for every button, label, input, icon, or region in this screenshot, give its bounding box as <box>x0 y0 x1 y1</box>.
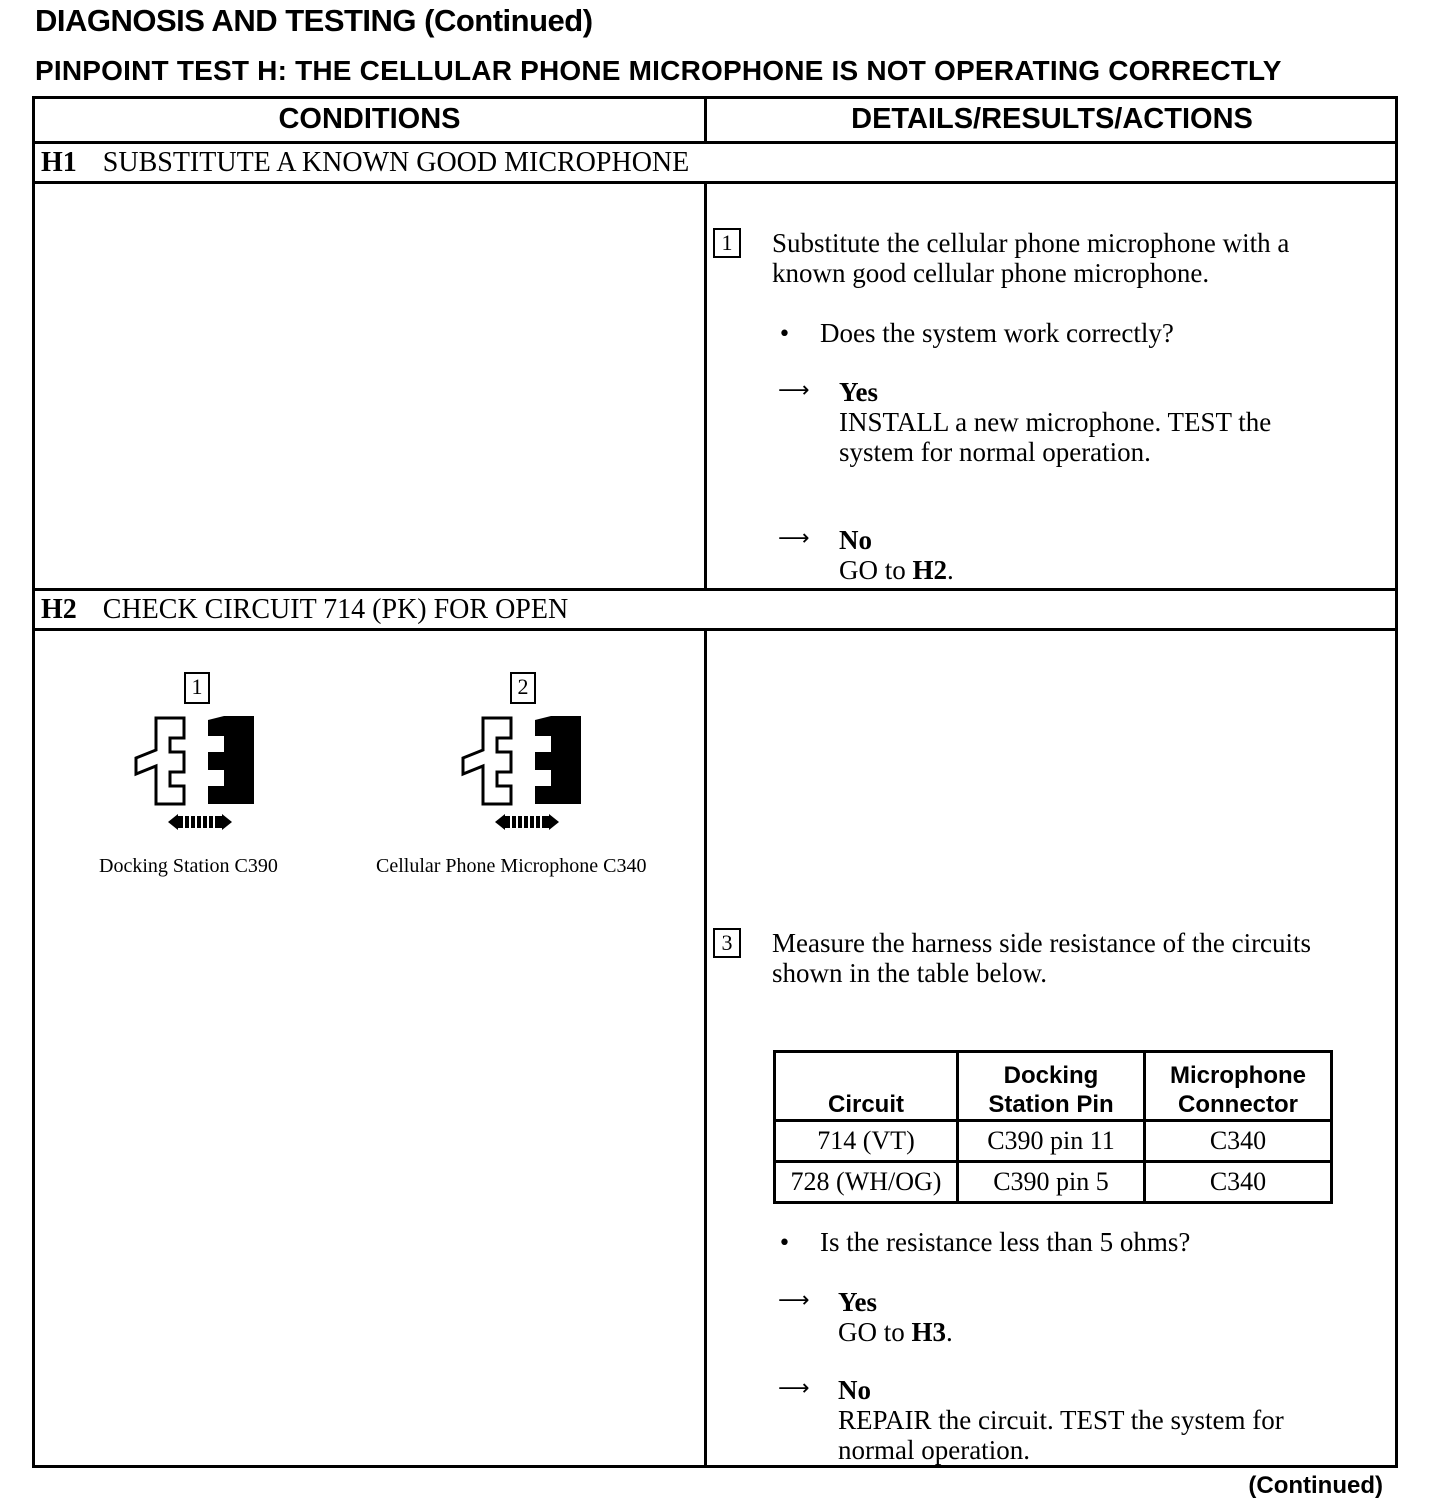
h2-yes-result <box>838 1287 953 1347</box>
table-cell: 728 (WH/OG) <box>775 1162 958 1203</box>
h1-no-label: No <box>839 525 872 555</box>
step-number-1: 1 <box>713 228 741 258</box>
continued-label: (Continued) <box>1248 1472 1383 1499</box>
table-row <box>775 1121 1332 1162</box>
divider <box>35 141 1395 144</box>
h2-no-line2: normal operation. <box>838 1435 1030 1465</box>
h2-yes-action-target: H3 <box>911 1317 947 1347</box>
h1-step-line1: Substitute the cellular phone microphone with a <box>772 228 1290 258</box>
resistance-table <box>773 1050 1333 1204</box>
table-cell: C340 <box>1145 1162 1332 1203</box>
section-title-h2 <box>41 594 568 626</box>
section-title-h1 <box>41 147 689 179</box>
connector-number-2: 2 <box>510 672 536 704</box>
h1-yes-result <box>839 377 1271 467</box>
divider <box>704 99 707 141</box>
table-header-circuit-line2: Circuit <box>827 1091 904 1118</box>
table-cell: C390 pin 11 <box>958 1121 1145 1162</box>
h1-question: Does the system work correctly? <box>820 318 1174 348</box>
divider <box>35 628 1395 631</box>
h1-yes-label: Yes <box>839 377 878 407</box>
section-title-h2-text: CHECK CIRCUIT 714 (PK) FOR OPEN <box>102 594 569 625</box>
right-arrow-icon: ⟶ <box>778 526 810 551</box>
h2-yes-action-prefix: GO to <box>838 1317 912 1347</box>
h2-no-line1: REPAIR the circuit. TEST the system for <box>838 1405 1284 1435</box>
table-header-mic-line1: Microphone <box>1170 1062 1306 1089</box>
h1-step-line2: known good cellular phone microphone. <box>772 258 1210 288</box>
divider <box>35 181 1395 184</box>
pinpoint-test-title: PINPOINT TEST H: THE CELLULAR PHONE MICROPHONE IS NOT OPERATING CORRECTLY <box>35 55 1282 86</box>
h2-yes-action <box>838 1317 953 1347</box>
h2-no-result <box>838 1375 1284 1465</box>
table-header-docking-pin <box>958 1052 1145 1121</box>
right-arrow-icon: ⟶ <box>778 1288 810 1313</box>
connector-disconnect-icon <box>128 712 268 838</box>
table-row <box>775 1162 1332 1203</box>
divider <box>704 181 707 588</box>
step-number-3: 3 <box>713 928 741 958</box>
section-code-h1: H1 <box>41 147 77 178</box>
h2-yes-action-suffix: . <box>946 1317 953 1347</box>
h1-no-action-prefix: GO to <box>839 555 913 585</box>
divider <box>35 588 1395 591</box>
section-code-h2: H2 <box>41 594 77 625</box>
h2-step-line1: Measure the harness side resistance of the circuits <box>772 928 1312 958</box>
h2-question: Is the resistance less than 5 ohms? <box>820 1227 1191 1257</box>
h1-no-action-suffix: . <box>947 555 954 585</box>
table-header-mic-line2: Connector <box>1178 1091 1298 1118</box>
table-header-mic-connector <box>1145 1052 1332 1121</box>
table-cell: 714 (VT) <box>775 1121 958 1162</box>
h1-no-result <box>839 525 954 585</box>
right-arrow-icon: ⟶ <box>778 378 810 403</box>
divider <box>704 628 707 1468</box>
right-arrow-icon: ⟶ <box>778 1376 810 1401</box>
h2-no-label: No <box>838 1375 871 1405</box>
table-header-circuit <box>775 1052 958 1121</box>
connector-number-1: 1 <box>184 672 210 704</box>
table-cell: C390 pin 5 <box>958 1162 1145 1203</box>
bullet-icon: • <box>778 1231 791 1256</box>
bullet-icon: • <box>778 322 791 347</box>
h2-step-text <box>772 928 1311 988</box>
column-header-details: DETAILS/RESULTS/ACTIONS <box>851 103 1253 135</box>
table-header-docking-line2: Station Pin <box>988 1091 1114 1118</box>
page-title: DIAGNOSIS AND TESTING (Continued) <box>35 3 593 38</box>
h1-yes-line2: system for normal operation. <box>839 437 1151 467</box>
table-header-row <box>775 1052 1332 1121</box>
column-header-conditions: CONDITIONS <box>278 103 461 135</box>
connector-disconnect-icon <box>455 712 595 838</box>
h1-step-text <box>772 228 1289 288</box>
connector-caption-2: Cellular Phone Microphone C340 <box>376 855 647 877</box>
h2-step-line2: shown in the table below. <box>772 958 1047 988</box>
section-title-h1-text: SUBSTITUTE A KNOWN GOOD MICROPHONE <box>102 147 690 178</box>
connector-caption-1: Docking Station C390 <box>99 855 278 877</box>
table-cell: C340 <box>1145 1121 1332 1162</box>
h1-no-action <box>839 555 954 585</box>
h1-no-action-target: H2 <box>912 555 948 585</box>
h2-yes-label: Yes <box>838 1287 877 1317</box>
table-header-docking-line1: Docking <box>1003 1062 1099 1089</box>
h1-yes-line1: INSTALL a new microphone. TEST the <box>839 407 1272 437</box>
